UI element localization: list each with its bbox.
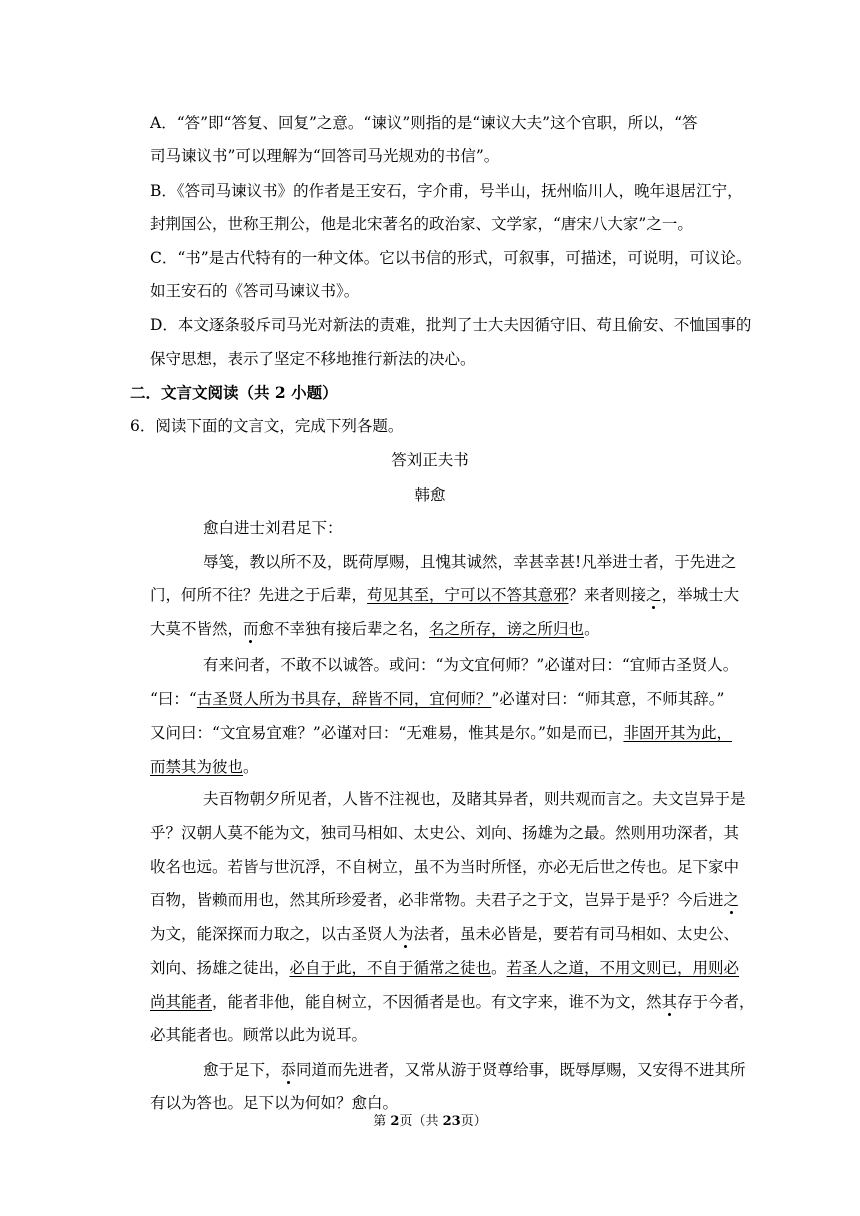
p2-line-1: 有来问者，不敢不以诚答。或问：“为文宜何师？”必谨对曰：“宜师古圣贤人。 bbox=[203, 656, 739, 674]
dotted-character: 之 bbox=[646, 586, 662, 604]
option-d-line-1: D．本文逐条驳斥司马光对新法的责难，批判了士大夫因循守旧、苟且偷安、不恤国事的 bbox=[150, 316, 752, 334]
p3-line-4 bbox=[150, 890, 739, 910]
p4-line-2: 有以为答也。足下以为何如？愈白。 bbox=[150, 1094, 399, 1112]
p3-text: ，能者非他，能自树立，不因循者是也。有文字来，谁不为文，然 bbox=[212, 993, 662, 1011]
salutation: 愈白进士刘君足下： bbox=[203, 519, 343, 537]
p3-text: 。 bbox=[491, 959, 507, 977]
p4-text: 愈于足下， bbox=[203, 1061, 281, 1079]
option-c-line-1: C．“书”是古代特有的一种文体。它以书信的形式，可叙事，可描述，可说明，可议论。 bbox=[150, 249, 752, 267]
underlined-phrase: 尚其能者 bbox=[150, 993, 213, 1011]
underlined-phrase: 古圣贤人所为书具存，辞皆不同，宜何师？ bbox=[196, 690, 492, 708]
p2-text: 又问曰：“文宜易宜难？”必谨对曰：“无难易，惟其是尔。”如是而已， bbox=[150, 724, 624, 742]
p3-text: 法者，虽未必皆是，要若有司马相如、太史公、 bbox=[413, 925, 740, 943]
p3-text: 存于今者， bbox=[677, 993, 755, 1011]
underlined-phrase: 苟见其至，宁可以不答其意邪 bbox=[367, 586, 569, 604]
p2-text: ”必谨对曰：“师其意，不师其辞。” bbox=[491, 690, 725, 708]
p3-text: 百物，皆赖而用也，然其所珍爱者，必非常物。夫君子之于文，岂异于是乎？今后进 bbox=[150, 891, 724, 909]
p2-text: “曰：“ bbox=[150, 690, 197, 708]
underlined-phrase: 必自于此，不自于循常之徒也 bbox=[289, 959, 492, 977]
section-heading: 二．文言文阅读（共 2 小题） bbox=[130, 383, 338, 402]
p2-line-3 bbox=[150, 723, 732, 743]
p2-line-2 bbox=[150, 689, 724, 709]
page-footer bbox=[0, 1112, 860, 1132]
dotted-character: 为 bbox=[398, 925, 414, 943]
question-prompt: 6．阅读下面的文言文，完成下列各题。 bbox=[130, 417, 404, 435]
dotted-character: 之 bbox=[723, 891, 740, 909]
p1-line-1: 辱笺，教以所不及，既荷厚赐，且愧其诚然，幸甚幸甚!凡举进士者，于先进之 bbox=[203, 553, 737, 571]
p1-text: 。 bbox=[584, 620, 600, 638]
p2-line-4 bbox=[150, 757, 259, 777]
p3-line-5 bbox=[150, 924, 739, 944]
p1-text: 愈不幸独有接后辈之名， bbox=[258, 620, 430, 638]
underlined-phrase: 而禁其为彼也 bbox=[150, 758, 244, 776]
underlined-phrase: 名之所存，谤之所归也 bbox=[429, 620, 585, 638]
page-total: 23 bbox=[442, 1114, 461, 1129]
p1-line-2 bbox=[150, 585, 739, 605]
p2-text: 。 bbox=[243, 758, 259, 776]
dotted-character: 其 bbox=[661, 993, 678, 1011]
p3-line-6 bbox=[150, 958, 739, 978]
p1-line-3 bbox=[150, 619, 600, 639]
footer-prefix: 第 bbox=[373, 1114, 391, 1129]
option-b-line-1: B．《答司马谏议书》的作者是王安石，字介甫，号半山，抚州临川人，晚年退居江宁， bbox=[150, 182, 743, 200]
underlined-phrase: 若圣人之道，不用文则已，用则必 bbox=[506, 959, 740, 977]
dotted-character: 而 bbox=[243, 620, 259, 638]
option-b-line-2: 封荆国公，世称王荆公，他是北宋著名的政治家、文学家，“唐宋八大家”之一。 bbox=[150, 215, 693, 233]
p3-text: 刘向、扬雄之徒出， bbox=[150, 959, 290, 977]
passage-title: 答刘正夫书 bbox=[391, 451, 469, 469]
page-number: 2 bbox=[390, 1114, 400, 1129]
p3-line-1: 夫百物朝夕所见者，人皆不注视也，及睹其异者，则共观而言之。夫文岂异于是 bbox=[203, 790, 746, 808]
p1-text: ，举城士大 bbox=[661, 586, 740, 604]
passage-author: 韩愈 bbox=[414, 486, 446, 504]
p4-line-1 bbox=[203, 1060, 746, 1080]
p3-line-3: 收名也远。若皆与世沉浮，不自树立，虽不为当时所怪，亦必无后世之传也。足下家中 bbox=[150, 858, 740, 876]
p3-line-8: 必其能者也。顾常以此为说耳。 bbox=[150, 1026, 368, 1044]
p1-text: 大莫不皆然， bbox=[150, 620, 244, 638]
p3-text: 为文，能深探而力取之，以古圣贤人 bbox=[150, 925, 399, 943]
p3-line-7 bbox=[150, 992, 755, 1012]
option-c-line-2: 如王安石的《答司马谏议书》。 bbox=[150, 282, 360, 300]
option-d-line-2: 保守思想，表示了坚定不移地推行新法的决心。 bbox=[150, 350, 476, 368]
footer-suffix: 页） bbox=[460, 1114, 487, 1129]
footer-mid: 页（共 bbox=[399, 1114, 443, 1129]
p3-line-2: 乎？汉朝人莫不能为文，独司马相如、太史公、刘向、扬雄为之最。然则用功深者，其 bbox=[150, 824, 740, 842]
p1-text: ？来者则接 bbox=[568, 586, 647, 604]
underlined-phrase: 非固开其为此， bbox=[623, 724, 732, 742]
option-a-line-1: A．“答”即“答复、回复”之意。“谏议”则指的是“谏议大夫”这个官职，所以，“答 bbox=[150, 114, 698, 132]
p1-text: 门，何所不往？先进之于后辈， bbox=[150, 586, 368, 604]
option-a-line-2: 司马谏议书”可以理解为“回答司马光规劝的书信”。 bbox=[150, 147, 500, 165]
dotted-character: 忝 bbox=[280, 1061, 297, 1079]
p4-text: 同道而先进者，又常从游于贤尊给事，既辱厚赐，又安得不进其所 bbox=[296, 1061, 746, 1079]
